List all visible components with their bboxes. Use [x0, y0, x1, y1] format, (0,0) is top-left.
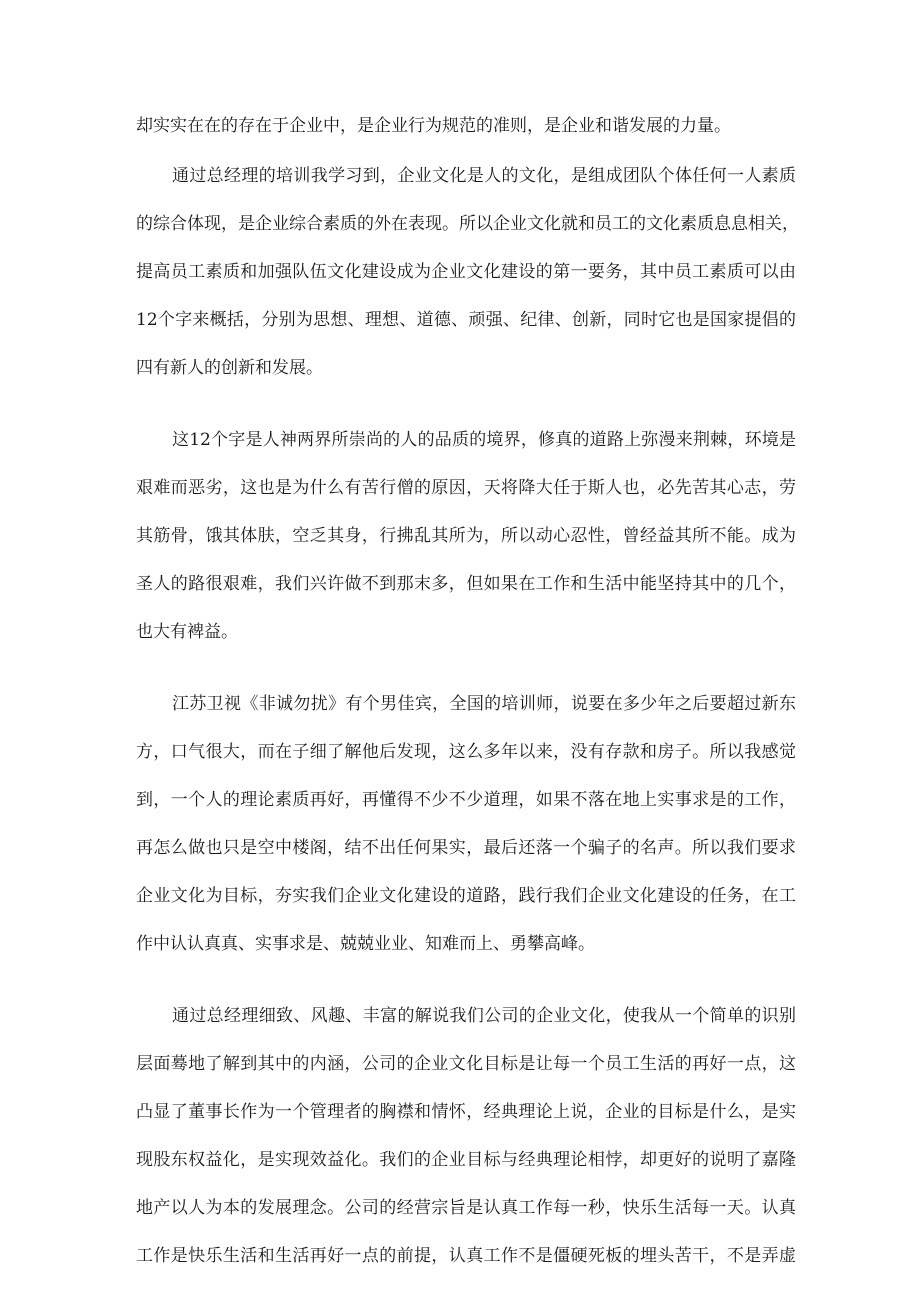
- text-line: 再怎么做也只是空中楼阁，结不出任何果实，最后还落一个骗子的名声。所以我们要求: [136, 838, 796, 858]
- text-line: 工作是快乐生活和生活再好一点的前提，认真工作不是僵硬死板的埋头苦干，不是弄虚: [136, 1246, 796, 1266]
- text-line: 提高员工素质和加强队伍文化建设成为企业文化建设的第一要务，其中员工素质可以由: [136, 262, 796, 282]
- text-line: 层面蓦地了解到其中的内涵，公司的企业文化目标是让每一个员工生活的再好一点，这: [136, 1054, 796, 1074]
- text-line: 艰难而恶劣，这也是为什么有苦行僧的原因，天将降大任于斯人也，必先苦其心志，劳: [136, 478, 796, 498]
- text-line: 江苏卫视《非诚勿扰》有个男佳宾，全国的培训师，说要在多少年之后要超过新东: [172, 694, 796, 714]
- text-line: 现股东权益化，是实现效益化。我们的企业目标与经典理论相悖，却更好的说明了嘉隆: [136, 1150, 796, 1170]
- text-line: 作中认认真真、实事求是、兢兢业业、知难而上、勇攀高峰。: [136, 934, 595, 954]
- text-line: 却实实在在的存在于企业中，是企业行为规范的准则，是企业和谐发展的力量。: [136, 116, 731, 136]
- text-line: 圣人的路很艰难，我们兴许做不到那末多，但如果在工作和生活中能坚持其中的几个，: [136, 574, 796, 594]
- text-line: 方，口气很大，而在子细了解他后发现，这么多年以来，没有存款和房子。所以我感觉: [136, 742, 796, 762]
- text-line: 其筋骨，饿其体肤，空乏其身，行拂乱其所为，所以动心忍性，曾经益其所不能。成为: [136, 526, 796, 546]
- text-line: 地产以人为本的发展理念。公司的经营宗旨是认真工作每一秒，快乐生活每一天。认真: [136, 1198, 796, 1218]
- text-line: 的综合体现，是企业综合素质的外在表现。所以企业文化就和员工的文化素质息息相关，: [136, 214, 799, 234]
- text-line: 也大有裨益。: [136, 622, 238, 642]
- text-line: 这12个字是人神两界所崇尚的人的品质的境界，修真的道路上弥漫来荆棘，环境是: [172, 430, 796, 450]
- text-line: 四有新人的创新和发展。: [136, 358, 323, 378]
- text-line: 12个字来概括，分别为思想、理想、道德、顽强、纪律、创新，同时它也是国家提倡的: [136, 310, 796, 330]
- text-line: 到，一个人的理论素质再好，再懂得不少不少道理，如果不落在地上实事求是的工作，: [136, 790, 796, 810]
- text-line: 通过总经理的培训我学习到，企业文化是人的文化，是组成团队个体任何一人素质: [172, 166, 796, 186]
- text-line: 凸显了董事长作为一个管理者的胸襟和情怀，经典理论上说，企业的目标是什么，是实: [136, 1102, 796, 1122]
- text-line: 通过总经理细致、风趣、丰富的解说我们公司的企业文化，使我从一个简单的识别: [172, 1006, 796, 1026]
- text-line: 企业文化为目标，夯实我们企业文化建设的道路，践行我们企业文化建设的任务，在工: [136, 886, 796, 906]
